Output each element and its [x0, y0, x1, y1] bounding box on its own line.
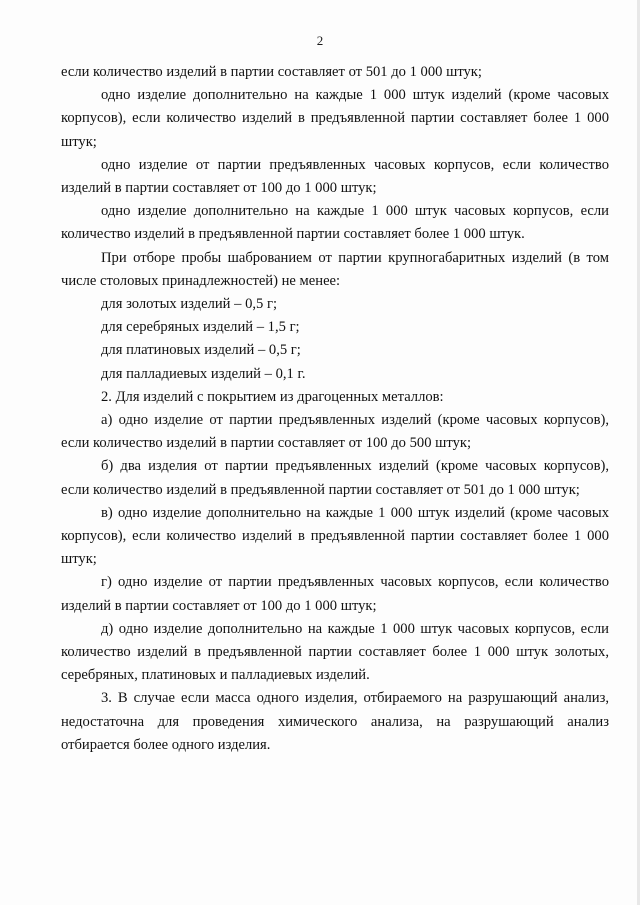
- paragraph: одно изделие дополнительно на каждые 1 000 штук часовых корпусов, если количество изделий в предъявленной партии составляет более 1 000 штук.: [61, 203, 609, 243]
- list-item: для золотых изделий – 0,5 г;: [101, 296, 278, 313]
- paragraph: одно изделие дополнительно на каждые 1 000 штук изделий (кроме часовых корпусов), если количество изделий в предъявленной партии составляет более 1 000 штук;: [61, 87, 609, 150]
- list-item: в) одно изделие дополнительно на каждые 1 000 штук изделий (кроме часовых корпусов), если количество изделий в предъявленной партии составляет более 1 000 штук;: [61, 504, 609, 568]
- section-heading: 2. Для изделий с покрытием из драгоценных металлов:: [101, 388, 444, 405]
- paragraph: одно изделие от партии предъявленных часовых корпусов, если количество изделий в партии составляет от 100 до 1 000 штук;: [61, 156, 609, 197]
- paragraph: если количество изделий в партии составляет от 501 до 1 000 штук;: [61, 64, 482, 80]
- page-number: 2: [316, 33, 324, 48]
- paragraph: При отборе пробы шаброванием от партии крупногабаритных изделий (в том числе столовых принадлежностей) не менее:: [61, 249, 609, 289]
- list-item: а) одно изделие от партии предъявленных изделий (кроме часовых корпусов), если количество изделий в партии составляет от 100 до 500 штук;: [61, 412, 609, 452]
- list-item: для палладиевых изделий – 0,1 г.: [101, 365, 306, 382]
- paragraph: 3. В случае если масса одного изделия, отбираемого на разрушающий анализ, недостаточна для проведения химического анализа, на разрушающий анализ отбирается более одного изделия.: [61, 690, 609, 753]
- list-item: д) одно изделие дополнительно на каждые 1 000 штук часовых корпусов, если количество изделий в предъявленной партии составляет более 1 000 штук золотых, серебряных, платиновых и палладиевых изделий.: [61, 620, 609, 684]
- list-item: для платиновых изделий – 0,5 г;: [101, 342, 301, 359]
- list-item: для серебряных изделий – 1,5 г;: [101, 319, 300, 336]
- list-item: г) одно изделие от партии предъявленных часовых корпусов, если количество изделий в партии составляет от 100 до 1 000 штук;: [61, 574, 609, 614]
- list-item: б) два изделия от партии предъявленных изделий (кроме часовых корпусов), если количество изделий в предъявленной партии составляет от 501 до 1 000 штук;: [61, 458, 609, 498]
- document-body: [61, 61, 609, 757]
